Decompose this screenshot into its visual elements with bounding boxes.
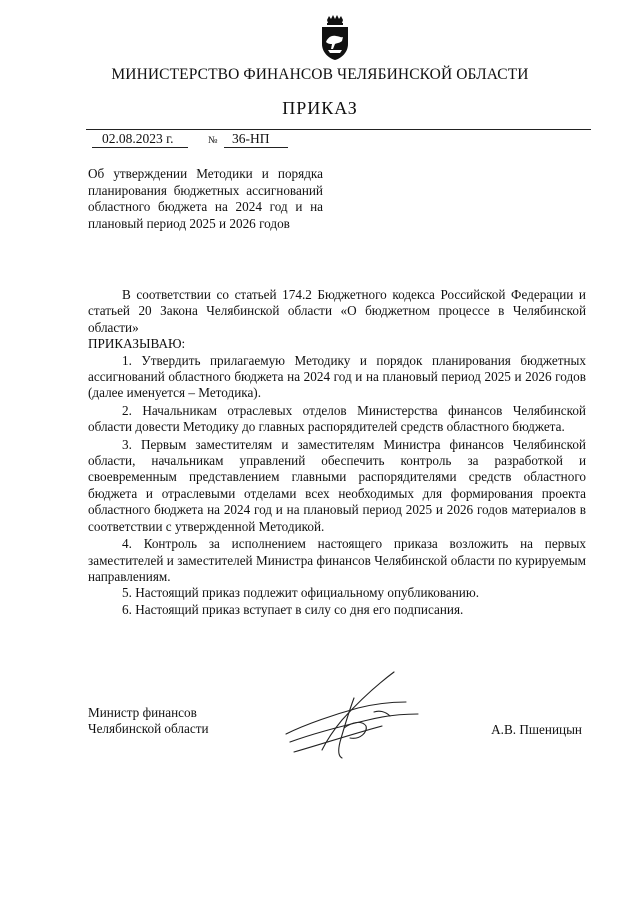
document-type-title: ПРИКАЗ xyxy=(282,98,358,118)
date-number-line xyxy=(86,129,591,151)
signer-name: А.В. Пшеницын xyxy=(491,722,582,737)
coat-of-arms-icon xyxy=(318,14,352,62)
signature-icon xyxy=(282,668,424,768)
order-item-1: 1. Утвердить прилагаемую Методику и порядок планирования бюджетных ассигнований областного бюджета на 2024 год и на плановый период 2025 и 2026 годов (далее именуется – Методика). xyxy=(88,352,586,401)
ministry-name: МИНИСТЕРСТВО ФИНАНСОВ ЧЕЛЯБИНСКОЙ ОБЛАСТИ xyxy=(111,66,529,83)
order-item-4: 4. Контроль за исполнением настоящего приказа возложить на первых заместителей и заместителей Министра финансов Челябинской области по курируемым направлениям. xyxy=(88,536,586,584)
order-item-3: 3. Первым заместителям и заместителям Министра финансов Челябинской области, начальникам управлений обеспечить контроль за разработкой и своевременным представлением главными распорядителями средств областного бюджета и отраслевыми отделами всех необходимых для формирования проекта областного бюджета на 2024 год и на плановый период 2025 и 2026 годов материалов в соответствии с утвержденной Методикой. xyxy=(88,436,586,534)
signer-position xyxy=(88,705,209,738)
number-sign: № xyxy=(208,135,218,146)
order-item-2: 2. Начальникам отраслевых отделов Министерства финансов Челябинской области довести Методику до главных распорядителей средств областного бюджета. xyxy=(88,402,586,435)
date-underline xyxy=(92,147,188,148)
document-number: 36-НП xyxy=(232,131,270,146)
document-subject: Об утверждении Методики и порядка планирования бюджетных ассигнований областного бюджета на 2024 год и на плановый период 2025 и 2026 годов xyxy=(88,166,323,231)
signer-position-line1: Министр финансов xyxy=(88,705,197,720)
document-body xyxy=(88,287,586,618)
document-date: 02.08.2023 г. xyxy=(102,131,174,146)
order-word: ПРИКАЗЫВАЮ: xyxy=(88,336,186,352)
order-item-6: 6. Настоящий приказ вступает в силу со дня его подписания. xyxy=(122,601,464,617)
number-underline xyxy=(224,147,288,148)
order-item-5: 5. Настоящий приказ подлежит официальному опубликованию. xyxy=(122,585,480,601)
header-rule xyxy=(86,129,591,130)
signer-position-line2: Челябинской области xyxy=(88,721,209,737)
preamble: В соответствии со статьей 174.2 Бюджетного кодекса Российской Федерации и статьей 20 Закона Челябинской области «О бюджетном процессе в Челябинской области» xyxy=(88,287,586,335)
